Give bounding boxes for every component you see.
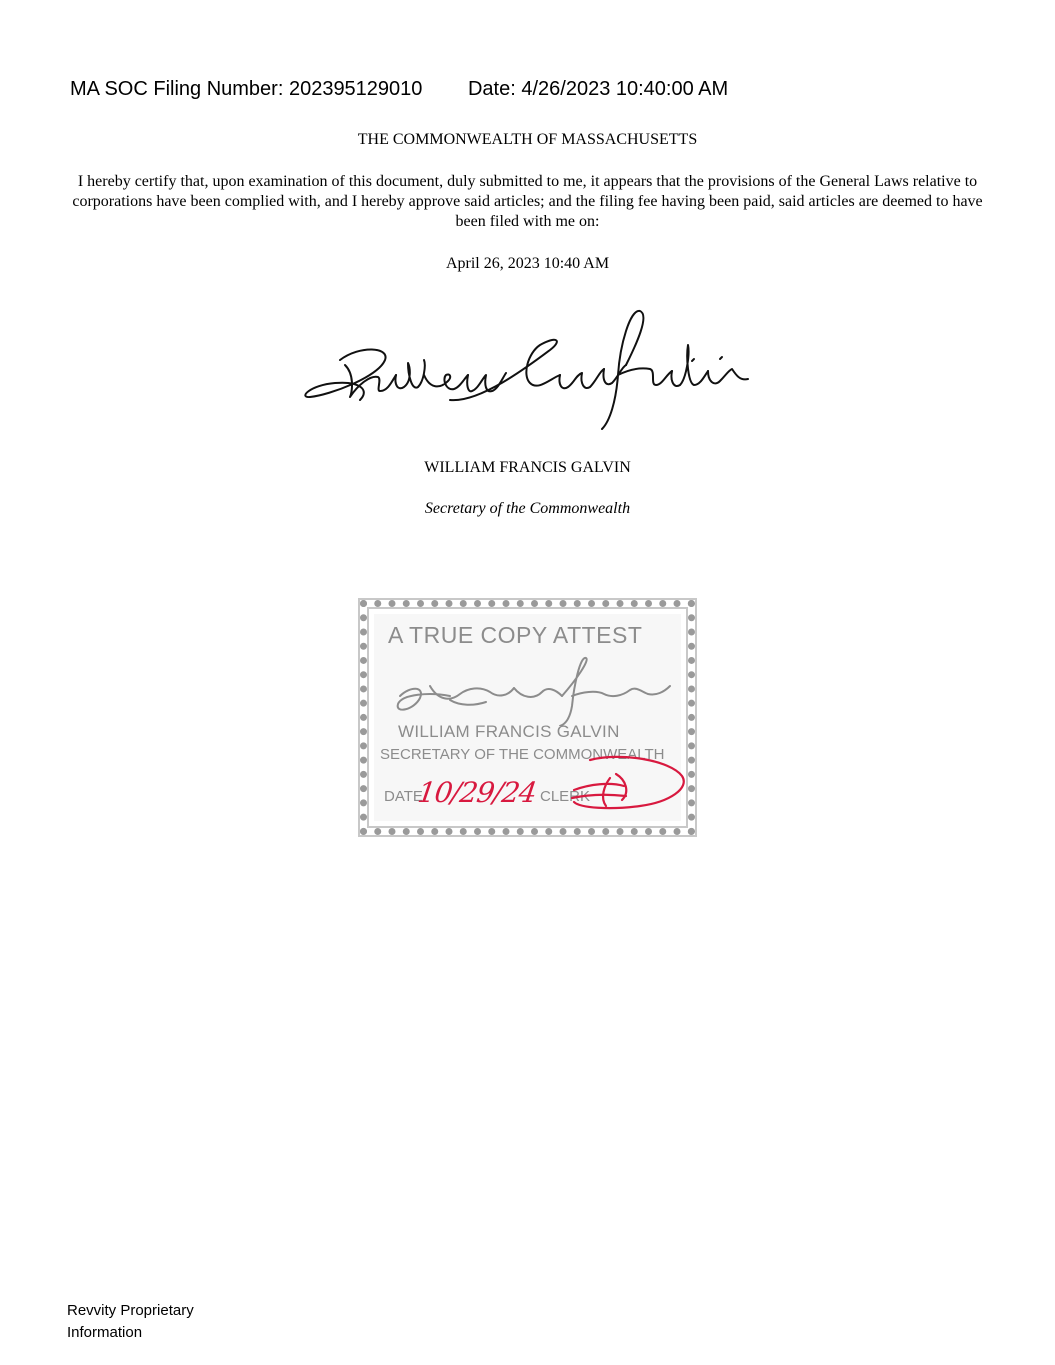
footer-proprietary: [67, 1300, 194, 1344]
stamp-handwritten-date: 10/29/24: [415, 776, 539, 809]
filing-number: MA SOC Filing Number: 202395129010: [70, 78, 423, 100]
true-copy-attest-stamp: [360, 600, 695, 835]
stamp-clerk-label: CLERK: [540, 788, 591, 805]
footer-line-2: Information: [67, 1324, 143, 1341]
footer-line-1: Revvity Proprietary: [67, 1302, 194, 1319]
commonwealth-title: THE COMMONWEALTH OF MASSACHUSETTS: [357, 131, 698, 148]
stamp-name: WILLIAM FRANCIS GALVIN: [398, 722, 620, 741]
secretary-title: Secretary of the Commonwealth: [424, 500, 631, 517]
stamp-heading: A TRUE COPY ATTEST: [388, 622, 643, 648]
stamp-office: SECRETARY OF THE COMMONWEALTH: [380, 746, 665, 763]
secretary-name: WILLIAM FRANCIS GALVIN: [424, 459, 631, 476]
stamp-signature: [390, 656, 675, 726]
filing-date: Date: 4/26/2023 10:40:00 AM: [467, 78, 729, 100]
secretary-signature: [300, 305, 760, 435]
certification-text: I hereby certify that, upon examination of this document, duly submitted to me, it appears that the provisions of the General Laws relative to corporations have been complied with, and I hereby approve said articles; and the filing fee having been paid, said articles are deemed to have been filed with me on:: [72, 173, 983, 230]
filing-header: [70, 78, 728, 101]
stamp-date-label: DATE: [384, 788, 423, 805]
filed-date: April 26, 2023 10:40 AM: [445, 255, 610, 272]
clerk-signature: [560, 750, 690, 815]
